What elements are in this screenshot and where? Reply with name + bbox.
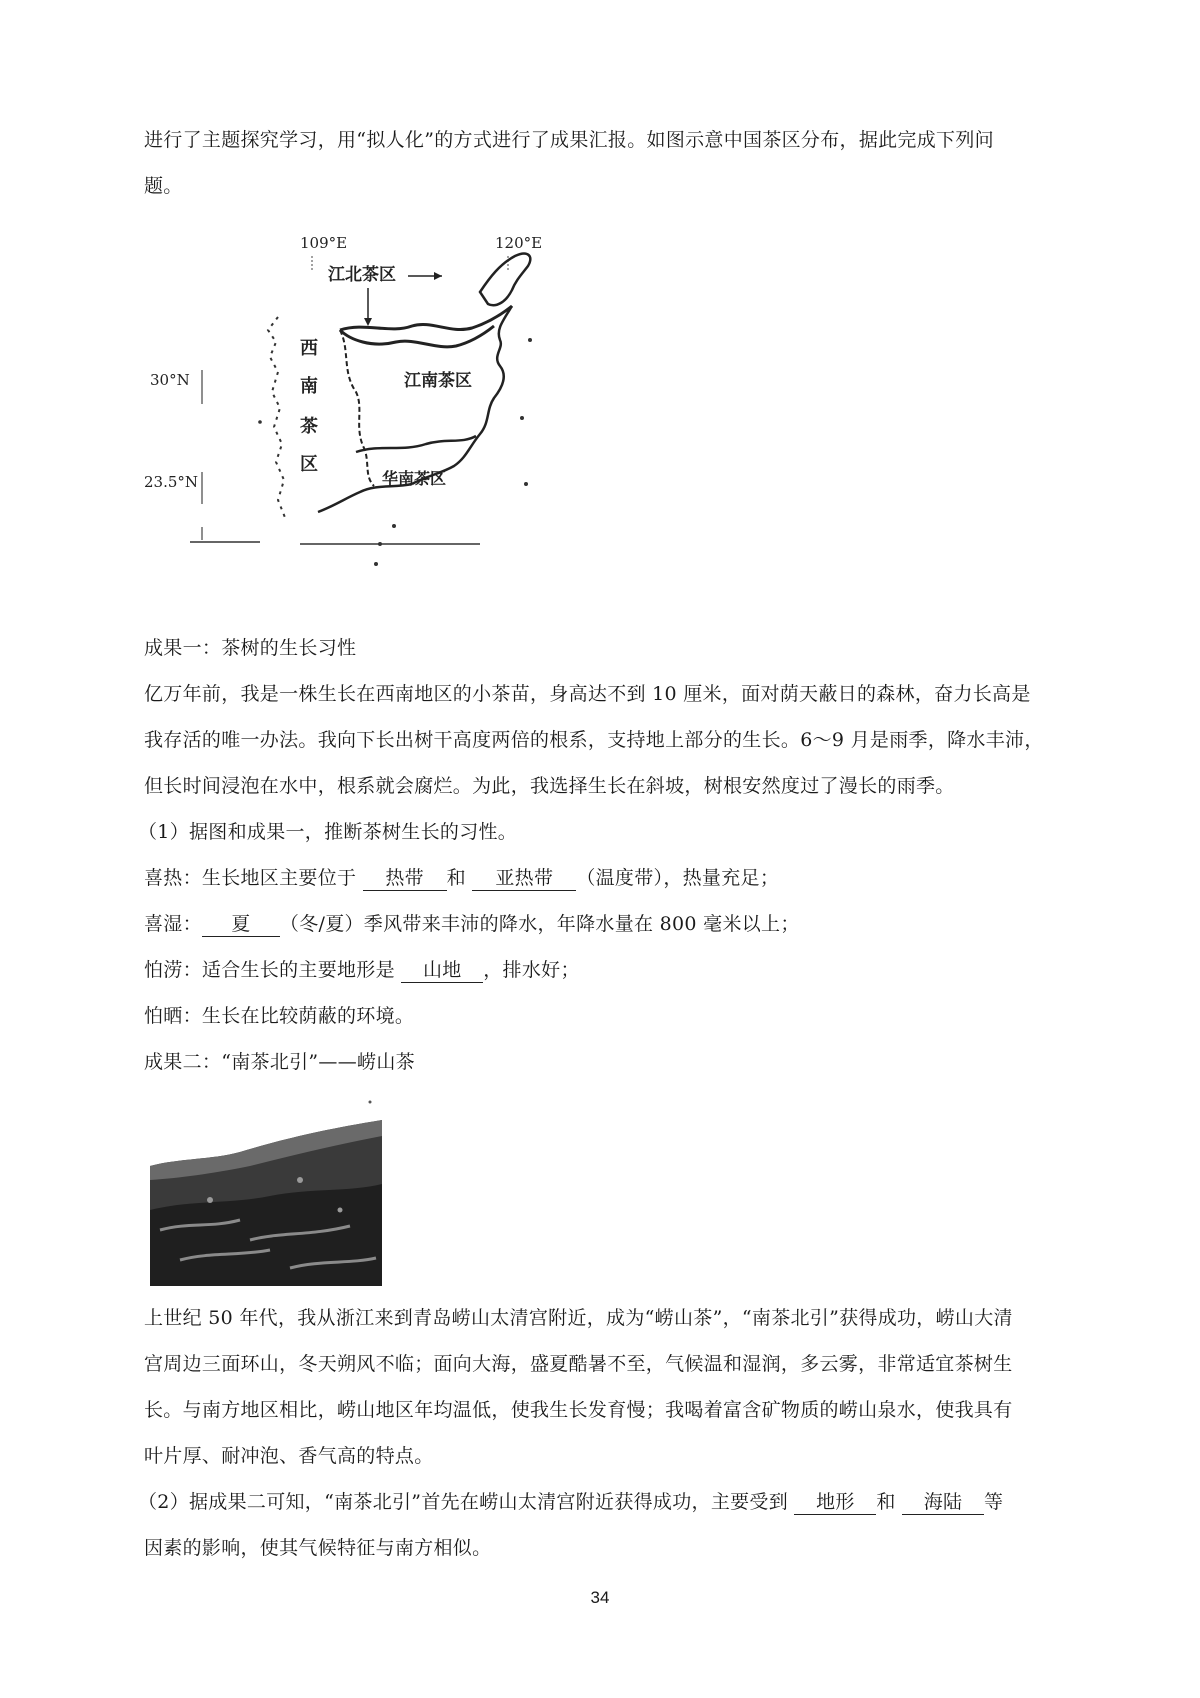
q1-prompt: （1）据图和成果一，推断茶树生长的习性。 [138,821,518,843]
q2-prefix: （2）据成果二可知，“南茶北引”首先在崂山太清宫附近获得成功，主要受到 [138,1491,789,1513]
result2-para-line-3: 长。与南方地区相比，崂山地区年均温低，使我生长发育慢；我喝着富含矿物质的崂山泉水，使我具有 [144,1399,1013,1421]
q2-suffix: 等 [984,1491,1004,1513]
q1-flood-answer: 山地 [401,958,483,983]
intro-line-1: 进行了主题探究学习，用“拟人化”的方式进行了成果汇报。如图示意中国茶区分布，据此完成下列问 [144,129,994,151]
laoshan-tea-photo [150,1100,382,1286]
q2-mid: 和 [876,1491,896,1513]
label-jiangbei: 江北茶区 [328,265,396,285]
label-xinan-1: 西 [300,338,318,359]
q1-heat-suffix: （温度带），热量充足； [576,867,780,889]
result1-para-line-3: 但长时间浸泡在水中，根系就会腐烂。为此，我选择生长在斜坡，树根安然度过了漫长的雨季。 [144,775,955,797]
shandong-peninsula [480,254,530,306]
q1-flood-line [144,956,580,984]
q2-answer-2: 海陆 [902,1490,984,1515]
result1-para-line-2: 我存活的唯一办法。我向下长出树干高度两倍的根系，支持地上部分的生长。6～9 月是雨季，降水丰沛， [144,729,1044,751]
q2-line-1 [138,1488,1003,1516]
q1-flood-suffix: ，排水好； [483,959,580,981]
label-xinan-3: 茶 [300,416,318,437]
result1-title: 成果一：茶树的生长习性 [144,637,357,659]
q2-line-2: 因素的影响，使其气候特征与南方相似。 [144,1537,492,1559]
label-jiangnan: 江南茶区 [404,371,472,391]
label-huanan: 华南茶区 [382,469,447,488]
q1-heat-answer-1: 热带 [363,866,447,891]
south-coastline [318,484,412,512]
result2-para-line-1: 上世纪 50 年代，我从浙江来到青岛崂山太清宫附近，成为“崂山茶”，“南茶北引”获得成功，崂山大清 [144,1307,1013,1329]
q1-heat-line [144,864,779,892]
page-number: 34 [590,1588,610,1607]
china-tea-region-map [144,222,590,607]
east-coastline [412,306,512,484]
result1-para-line-1: 亿万年前，我是一株生长在西南地区的小茶苗，身高达不到 10 厘米，面对荫天蔽日的森林，奋力长高是 [144,683,1031,705]
q1-flood-prefix: 怕涝：适合生长的主要地形是 [144,959,395,981]
q2-answer-1: 地形 [794,1490,876,1515]
q1-heat-answer-2: 亚热带 [472,866,576,891]
huanan-boundary [356,436,476,452]
west-boundary [268,317,286,520]
label-xinan-2: 南 [300,376,318,397]
intro-line-2: 题。 [144,175,183,197]
result2-title: 成果二：“南茶北引”——崂山茶 [144,1051,415,1073]
q1-sun-line: 怕晒：生长在比较荫蔽的环境。 [144,1005,415,1027]
q1-heat-mid: 和 [446,867,466,889]
result2-para-line-4: 叶片厚、耐冲泡、香气高的特点。 [144,1445,434,1467]
result2-para-line-2: 宫周边三面环山，冬天朔风不临；面向大海，盛夏酷暑不至，气候温和湿润，多云雾，非常适宜茶树生 [144,1353,1013,1375]
lon-label-109: 109°E [300,234,348,252]
lat-label-30: 30°N [150,371,190,389]
q1-wet-line [144,910,800,938]
lat-label-23-5: 23.5°N [144,473,199,491]
xinan-boundary [340,330,374,486]
q1-wet-suffix: （冬/夏）季风带来丰沛的降水，年降水量在 800 毫米以上； [279,913,800,935]
lon-label-120: 120°E [495,234,543,252]
label-xinan-4: 区 [300,454,318,475]
q1-heat-prefix: 喜热：生长地区主要位于 [144,867,357,889]
q1-wet-answer: 夏 [202,912,280,937]
q1-wet-prefix: 喜湿： [144,913,202,935]
